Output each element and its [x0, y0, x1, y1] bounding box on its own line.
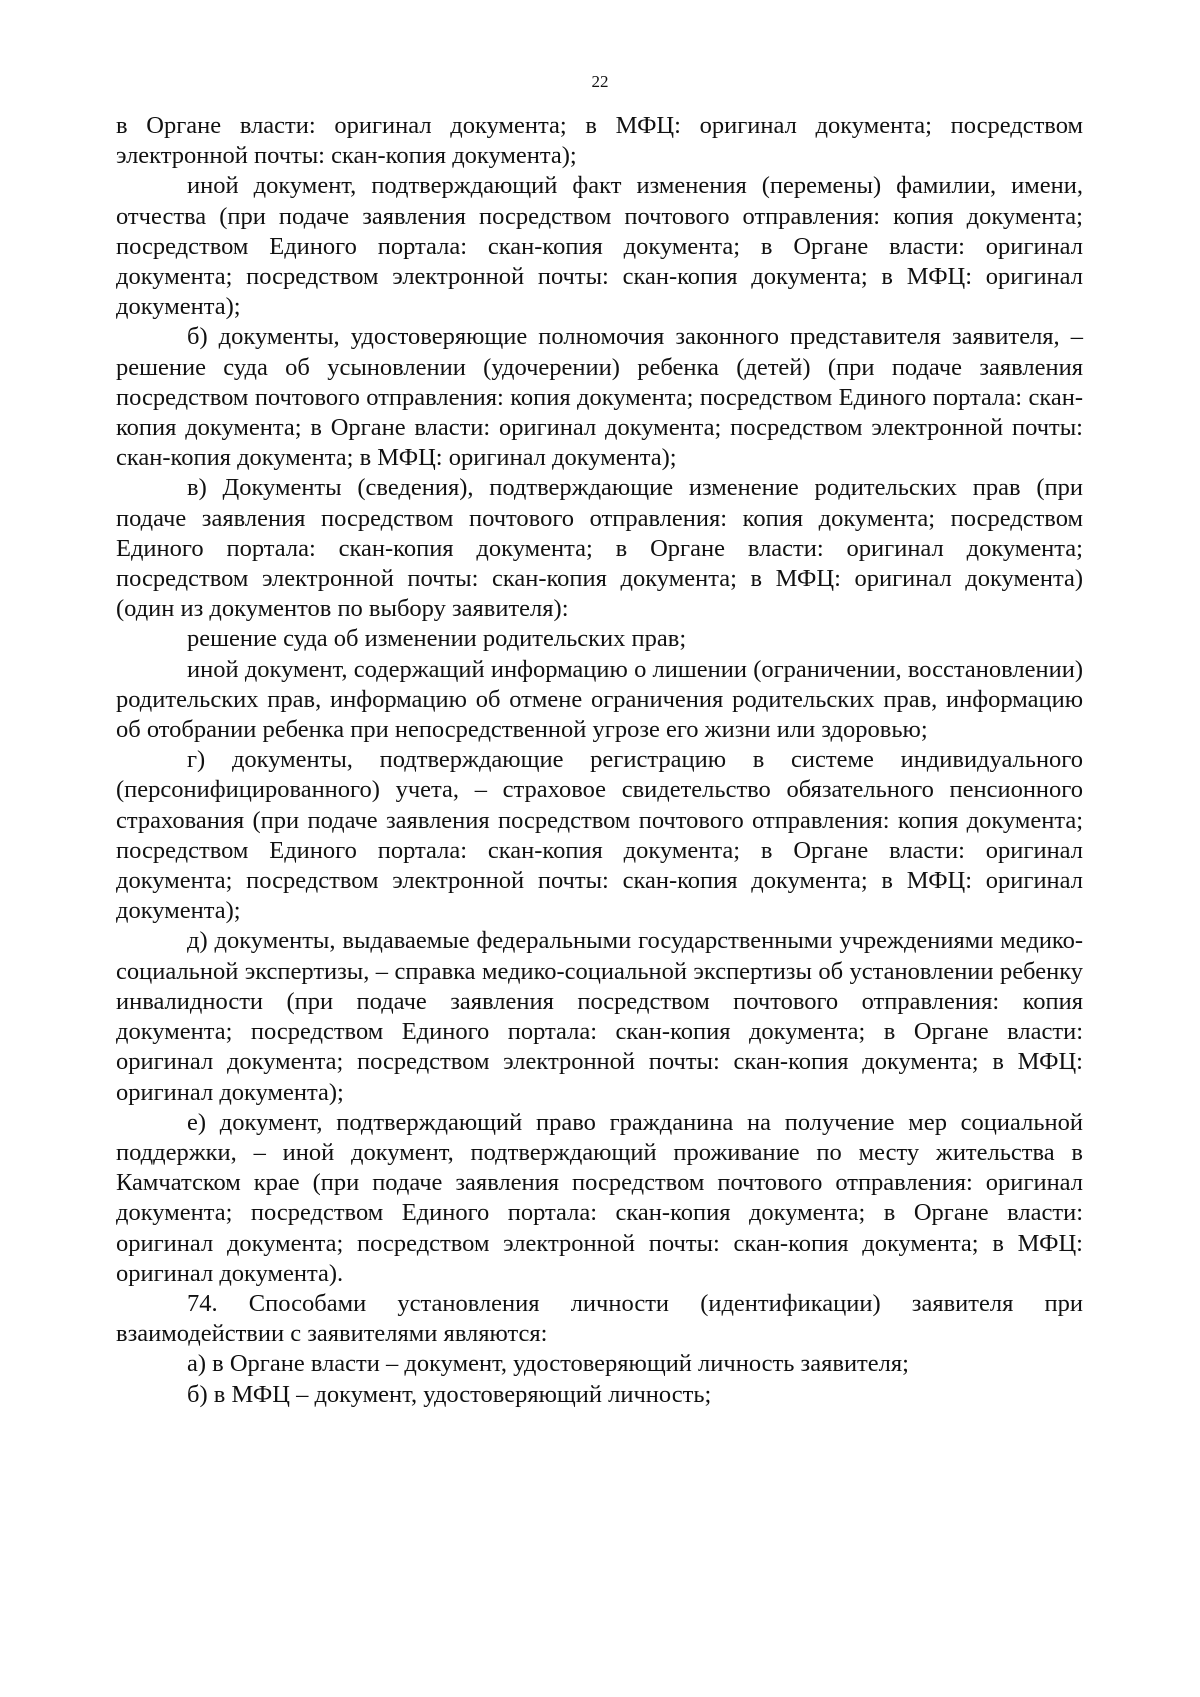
- paragraph-item-v: в) Документы (сведения), подтверждающие изменение родительских прав (при подаче заявления посредством почтового отправления: копия документа; посредством Единого портала: скан-копия документа; в Органе власти: оригинал документа; посредством электронной почты: скан-копия документа; в МФЦ: оригинал документа) (один из документов по выбору заявителя):: [116, 474, 1083, 623]
- paragraph-item-e: е) документ, подтверждающий право гражданина на получение мер социальной поддержки, – иной документ, подтверждающий проживание по месту жительства в Камчатском крае (при подаче заявления посредством почтового отправления: оригинал документа; посредством Единого портала: скан-копия документа; в Органе власти: оригинал документа; посредством электронной почты: скан-копия документа; в МФЦ: оригинал документа).: [116, 1108, 1083, 1287]
- document-body: [116, 111, 1083, 1410]
- paragraph-clause-74: 74. Способами установления личности (идентификации) заявителя при взаимодействии с заявителями являются:: [116, 1289, 1083, 1348]
- paragraph-item-g: г) документы, подтверждающие регистрацию в системе индивидуального (персонифицированного) учета, – страховое свидетельство обязательного пенсионного страхования (при подаче заявления посредством почтового отправления: копия документа; посредством Единого портала: скан-копия документа; в Органе власти: оригинал документа; посредством электронной почты: скан-копия документа; в МФЦ: оригинал документа);: [116, 746, 1083, 925]
- paragraph-court-decision: решение суда об изменении родительских прав;: [187, 625, 687, 653]
- paragraph-other-document-parental-rights: иной документ, содержащий информацию о лишении (ограничении, восстановлении) родительских прав, информацию об отмене ограничения родительских прав, информацию об отобрании ребенка при непосредственной угрозе его жизни или здоровью;: [116, 655, 1083, 744]
- paragraph-item-b: б) документы, удостоверяющие полномочия законного представителя заявителя, – решение суда об усыновлении (удочерении) ребенка (детей) (при подаче заявления посредством почтового отправления: копия документа; посредством Единого портала: скан-копия документа; в Органе власти: оригинал документа; посредством электронной почты: скан-копия документа; в МФЦ: оригинал документа);: [116, 323, 1083, 472]
- paragraph-other-document-name-change: иной документ, подтверждающий факт изменения (перемены) фамилии, имени, отчества (при подаче заявления посредством почтового отправления: копия документа; посредством Единого портала: скан-копия документа; в Органе власти: оригинал документа; посредством электронной почты: скан-копия документа; в МФЦ: оригинал документа);: [116, 172, 1083, 321]
- paragraph-clause-74-b: б) в МФЦ – документ, удостоверяющий личность;: [187, 1380, 712, 1408]
- page-number: 22: [591, 72, 609, 91]
- paragraph-item-d: д) документы, выдаваемые федеральными государственными учреждениями медико-социальной экспертизы, – справка медико-социальной экспертизы об установлении ребенку инвалидности (при подаче заявления посредством почтового отправления: копия документа; посредством Единого портала: скан-копия документа; в Органе власти: оригинал документа; посредством электронной почты: скан-копия документа; в МФЦ: оригинал документа);: [116, 927, 1083, 1106]
- paragraph-clause-74-a: а) в Органе власти – документ, удостоверяющий личность заявителя;: [187, 1350, 909, 1378]
- paragraph-continuation: в Органе власти: оригинал документа; в МФЦ: оригинал документа; посредством электронной почты: скан-копия документа);: [116, 112, 1083, 170]
